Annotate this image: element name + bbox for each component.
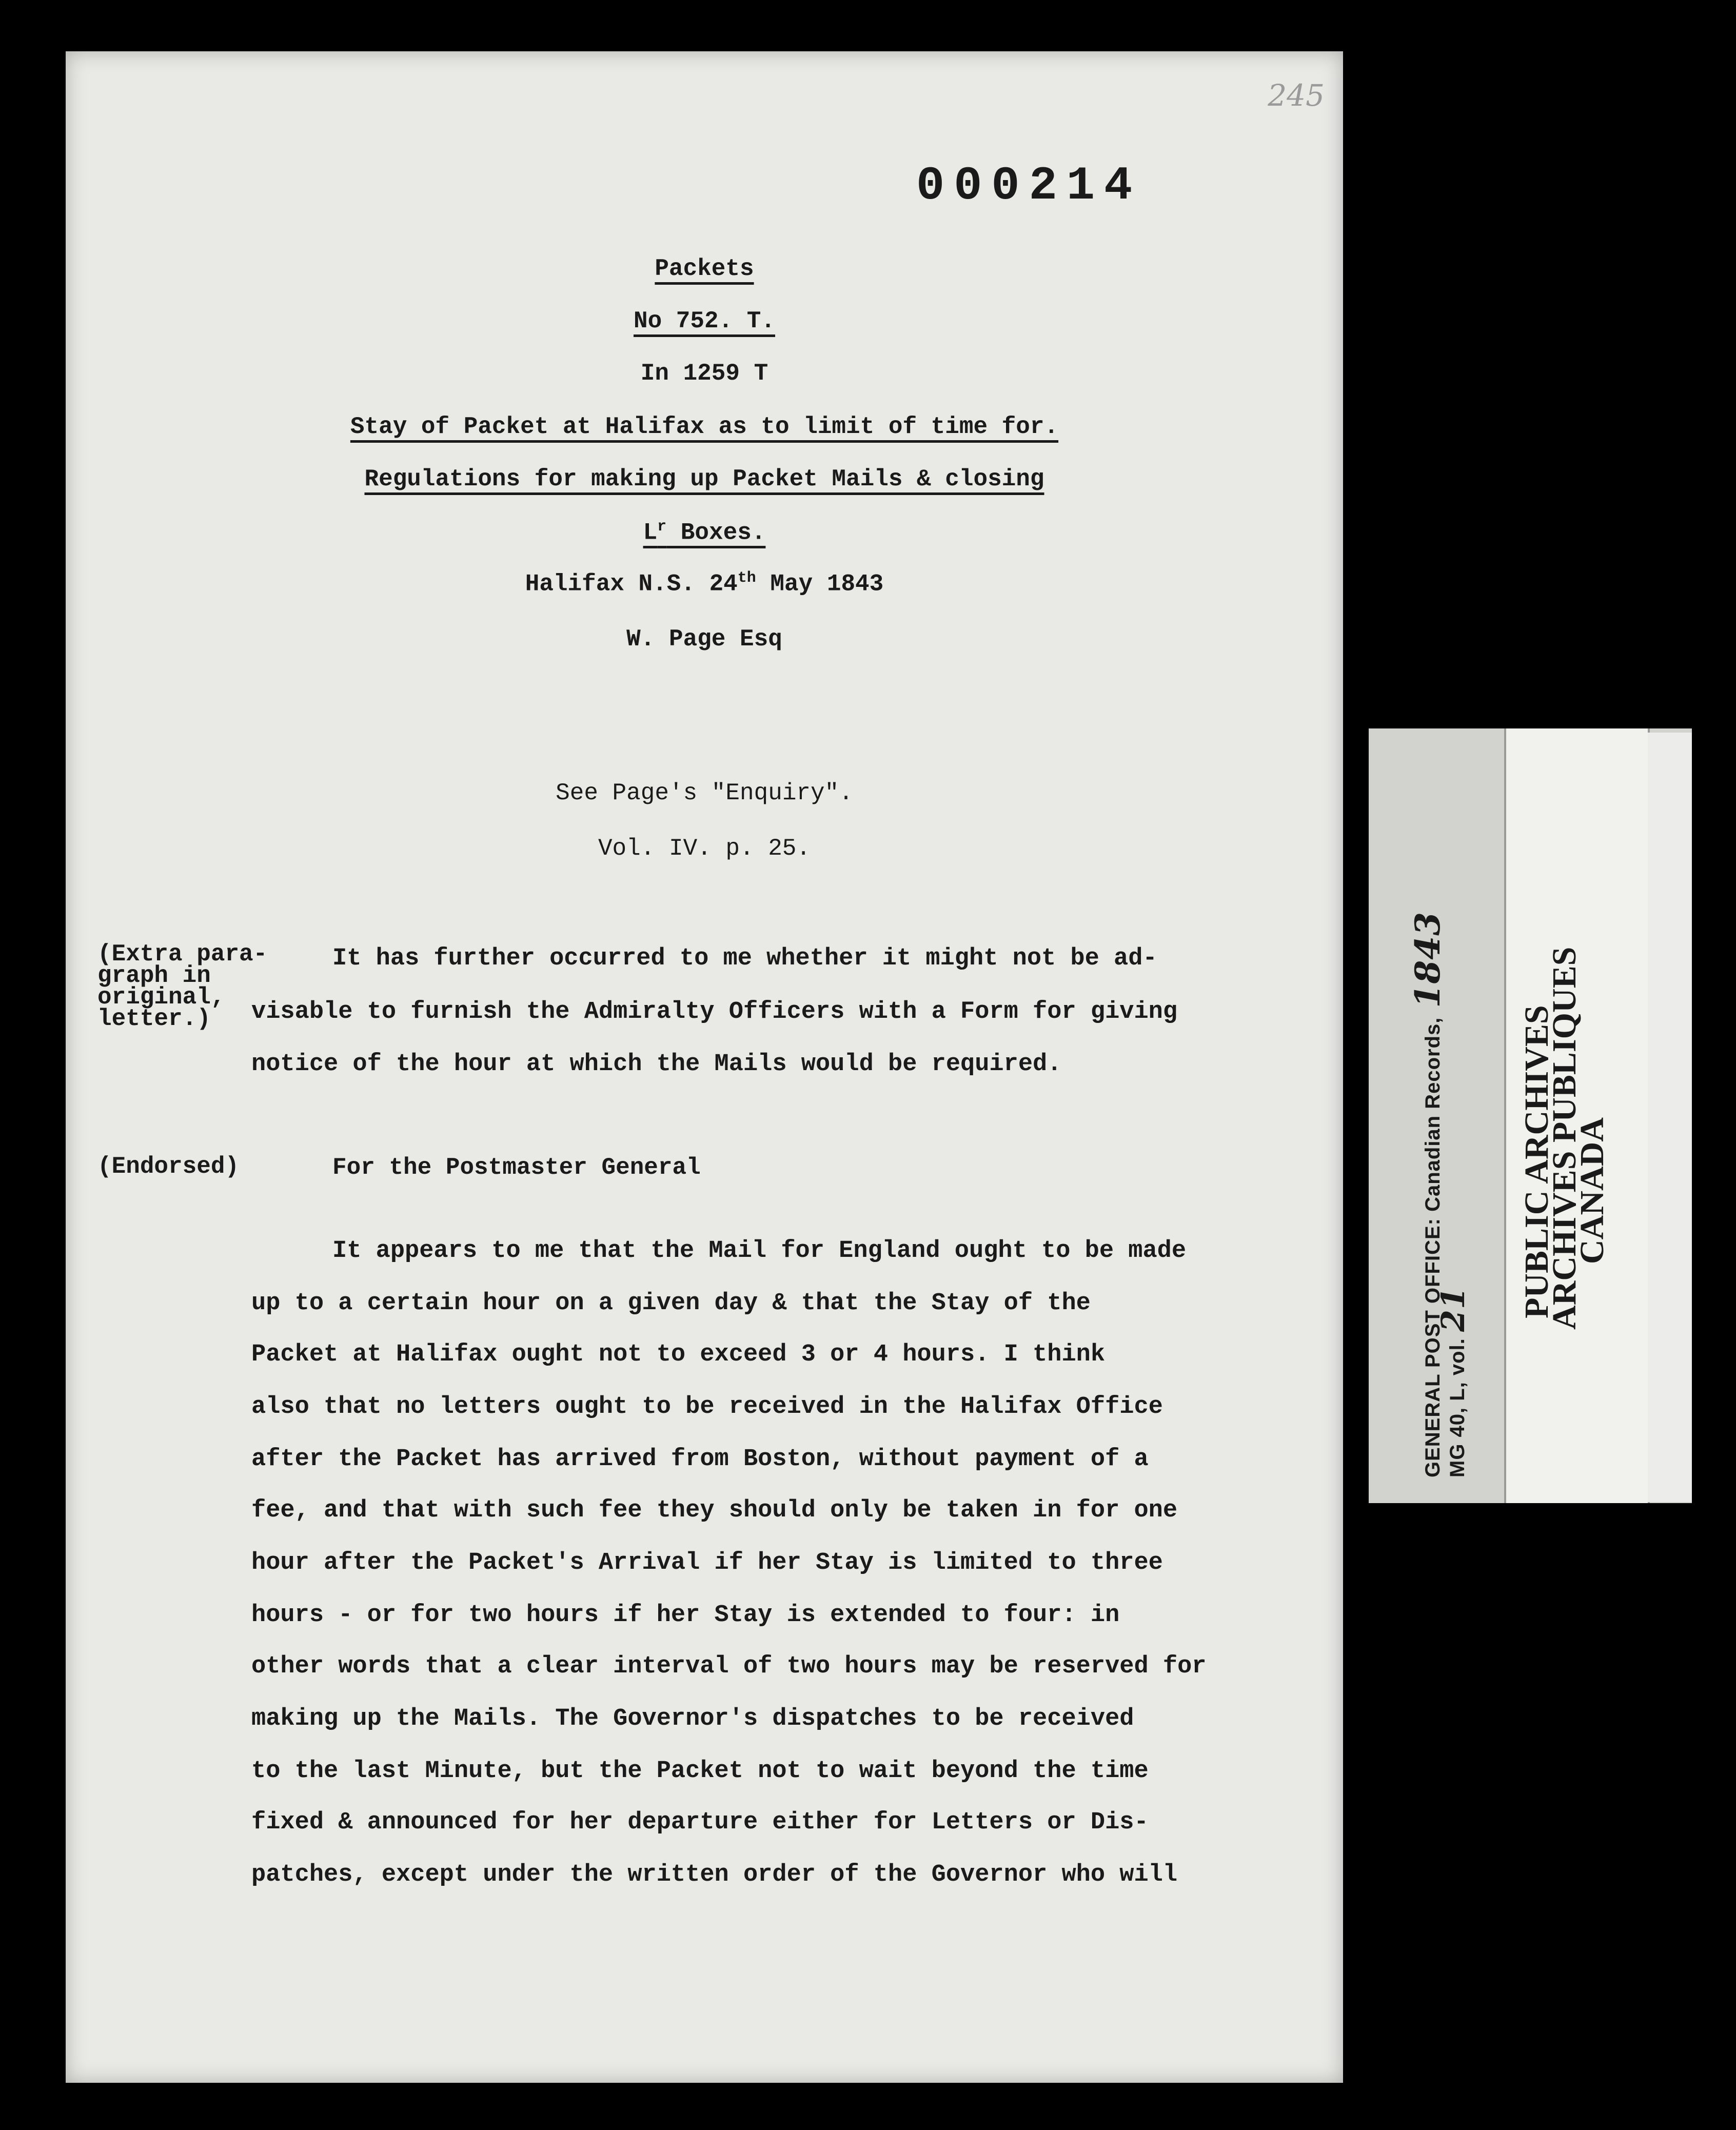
stamp-record-line: GENERAL POST OFFICE: Canadian Records,1843 [1408,911,1448,1477]
margin-note-line-2: graph in [97,962,211,989]
extra-paragraph-line-1: It has further occurred to me whether it might not be ad- [332,945,1157,972]
archive-name-english: PUBLIC ARCHIVES [1518,1005,1555,1318]
body-line-3: Packet at Halifax ought not to exceed 3 or 4 hours. I think [251,1341,1106,1368]
stamp-volume-line: MG 40, L, vol.21 [1434,1286,1472,1477]
body-line-12: fixed & announced for her departure either for Letters or Dis- [251,1809,1149,1836]
document-page [66,51,1343,2083]
correspondent: W. Page Esq [626,626,782,653]
reference-line-1: See Page's "Enquiry". [556,780,853,806]
title-line-1: Stay of Packet at Halifax as to limit of time for. [350,413,1059,440]
reference-line-2: Vol. IV. p. 25. [598,835,811,862]
subject-heading: Packets [655,255,754,282]
body-line-4: also that no letters ought to be received in the Halifax Office [251,1393,1163,1421]
extra-paragraph-line-2: visable to furnish the Admiralty Officers with a Form for giving [251,998,1178,1025]
body-line-1: It appears to me that the Mail for England ought to be made [332,1237,1187,1265]
endorsed-heading: For the Postmaster General [332,1154,701,1181]
archive-name-french: ARCHIVES PUBLIQUES [1546,946,1583,1330]
archive-stamp [1369,728,1692,1503]
title-line-2: Regulations for making up Packet Mails & closing [364,466,1044,492]
file-number: No 752. T. [633,308,776,334]
extra-paragraph-line-3: notice of the hour at which the Mails would be required. [251,1051,1062,1078]
endorsed-label: (Endorsed) [97,1153,240,1180]
folio-number: 245 [1268,78,1325,113]
title-line-3: $L^r$ Boxes. [643,518,766,546]
body-line-11: to the last Minute, but the Packet not to wait beyond the time [251,1758,1149,1785]
body-line-7: hour after the Packet's Arrival if her Stay is limited to three [251,1549,1163,1576]
body-line-6: fee, and that with such fee they should only be taken in for one [251,1497,1178,1524]
reference-number: In 1259 T [640,360,768,387]
archive-country: CANADA [1573,1117,1611,1264]
body-line-2: up to a certain hour on a given day & that the Stay of the [251,1290,1091,1317]
document-number: 000214 [916,159,1142,213]
body-line-8: hours - or for two hours if her Stay is extended to four: in [251,1602,1120,1629]
body-line-5: after the Packet has arrived from Boston, without payment of a [251,1446,1149,1473]
margin-note-line-3: original, [97,984,225,1011]
margin-note-line-1: (Extra para- [97,941,268,968]
margin-note-line-4: letter.) [97,1005,211,1032]
body-line-9: other words that a clear interval of two hours may be reserved for [251,1653,1207,1680]
body-line-10: making up the Mails. The Governor's dispatches to be received [251,1705,1134,1732]
body-line-13: patches, except under the written order of the Governor who will [251,1861,1178,1888]
place-and-date: Halifax N.S. 24th May 1843 [525,569,884,598]
